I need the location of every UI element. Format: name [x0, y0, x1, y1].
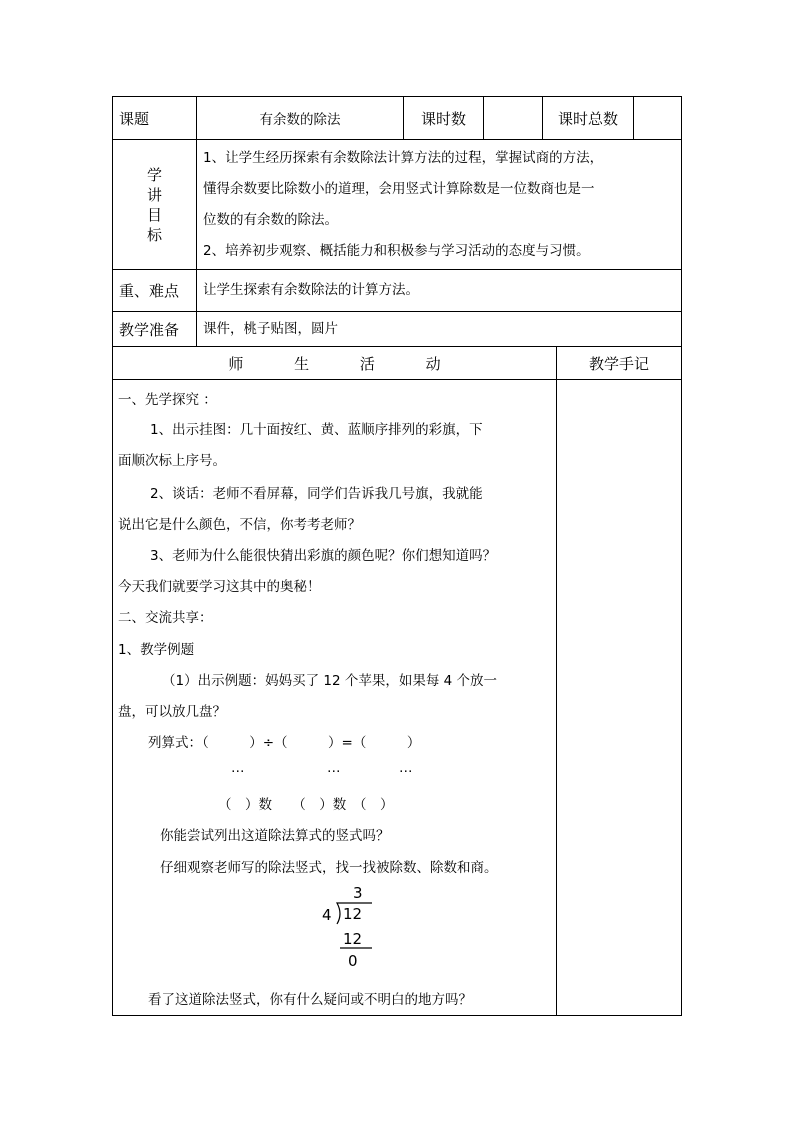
ellipsis: …: [327, 760, 341, 776]
difficulty-label: 重、难点: [113, 270, 197, 312]
notes-header: 教学手记: [557, 347, 682, 380]
objective-line: 位数的有余数的除法。: [203, 211, 338, 228]
activity-header-char: 生: [294, 354, 310, 373]
activity-header-char: 活: [359, 354, 375, 373]
ellipsis: …: [231, 760, 245, 776]
topic-value: 有余数的除法: [197, 97, 404, 140]
example-question: （1）出示例题：妈妈买了 12 个苹果，如果每 4 个放一: [162, 673, 498, 689]
section-1-title: 一、先学探究 ：: [118, 392, 217, 408]
topic-label: 课题: [113, 97, 197, 140]
example-question: 盘，可以放几盘？: [118, 704, 226, 720]
divisor: 4: [322, 906, 332, 924]
long-division: [310, 884, 390, 980]
quotient: 3: [353, 884, 363, 902]
section-2-subtitle: 1、教学例题: [118, 642, 195, 658]
activity-paragraph: 说出它是什么颜色，不信，你考考老师？: [118, 517, 361, 533]
activity-paragraph: 3、老师为什么能很快猜出彩旗的颜色呢？你们想知道吗？: [150, 548, 497, 564]
ellipsis: …: [399, 760, 413, 776]
dividend: 12: [343, 905, 363, 923]
objectives-label-char: 学: [146, 165, 162, 184]
prep-label: 教学准备: [113, 312, 197, 347]
objective-line: 1、让学生经历探索有余数除法计算方法的过程，掌握试商的方法，: [203, 149, 604, 166]
objective-line: 懂得余数要比除数小的道理，会用竖式计算除数是一位数商也是一: [203, 180, 595, 197]
difficulty-value: 让学生探索有余数除法的计算方法。: [197, 270, 682, 312]
activity-paragraph: 1、出示挂图：几十面按红、黄、蓝顺序排列的彩旗，下: [150, 422, 483, 438]
total-period-label: 课时总数: [543, 97, 634, 140]
activity-paragraph: 面顺次标上序号。: [118, 453, 226, 469]
question-text: 看了这道除法竖式，你有什么疑问或不明白的地方吗？: [148, 992, 472, 1008]
period-label: 课时数: [404, 97, 484, 140]
activity-header-char: 动: [425, 354, 441, 373]
prep-value: 课件，桃子贴图，圆片: [197, 312, 682, 347]
remainder: 0: [348, 952, 358, 970]
notes-content: [557, 380, 682, 1016]
objective-line: 2、培养初步观察、概括能力和积极参与学习活动的态度与习惯。: [203, 242, 590, 259]
activity-paragraph: 2、谈话：老师不看屏幕，同学们告诉我几号旗，我就能: [150, 486, 483, 502]
question-text: 仔细观察老师写的除法竖式，找一找被除数、除数和商。: [160, 860, 498, 876]
term-labels: （ ）数 （ ）数 （ ）: [218, 797, 394, 813]
activity-header: [113, 347, 557, 380]
activity-header-char: 师: [228, 354, 244, 373]
product: 12: [343, 930, 363, 948]
objectives-label-char: 讲: [146, 185, 162, 204]
formula-line: 列算式：（ ）÷（ ）=（ ）: [148, 735, 421, 751]
period-value: [484, 97, 543, 140]
objectives-content: [197, 140, 682, 270]
objectives-label-char: 标: [146, 225, 162, 244]
objectives-label-char: 目: [146, 205, 162, 224]
lesson-info-table: [112, 96, 682, 347]
activity-paragraph: 今天我们就要学习这其中的奥秘！: [118, 579, 321, 595]
question-text: 你能尝试列出这道除法算式的竖式吗？: [160, 828, 390, 844]
objectives-label: [113, 140, 197, 270]
total-period-value: [634, 97, 682, 140]
section-2-title: 二、交流共享：: [118, 610, 213, 626]
